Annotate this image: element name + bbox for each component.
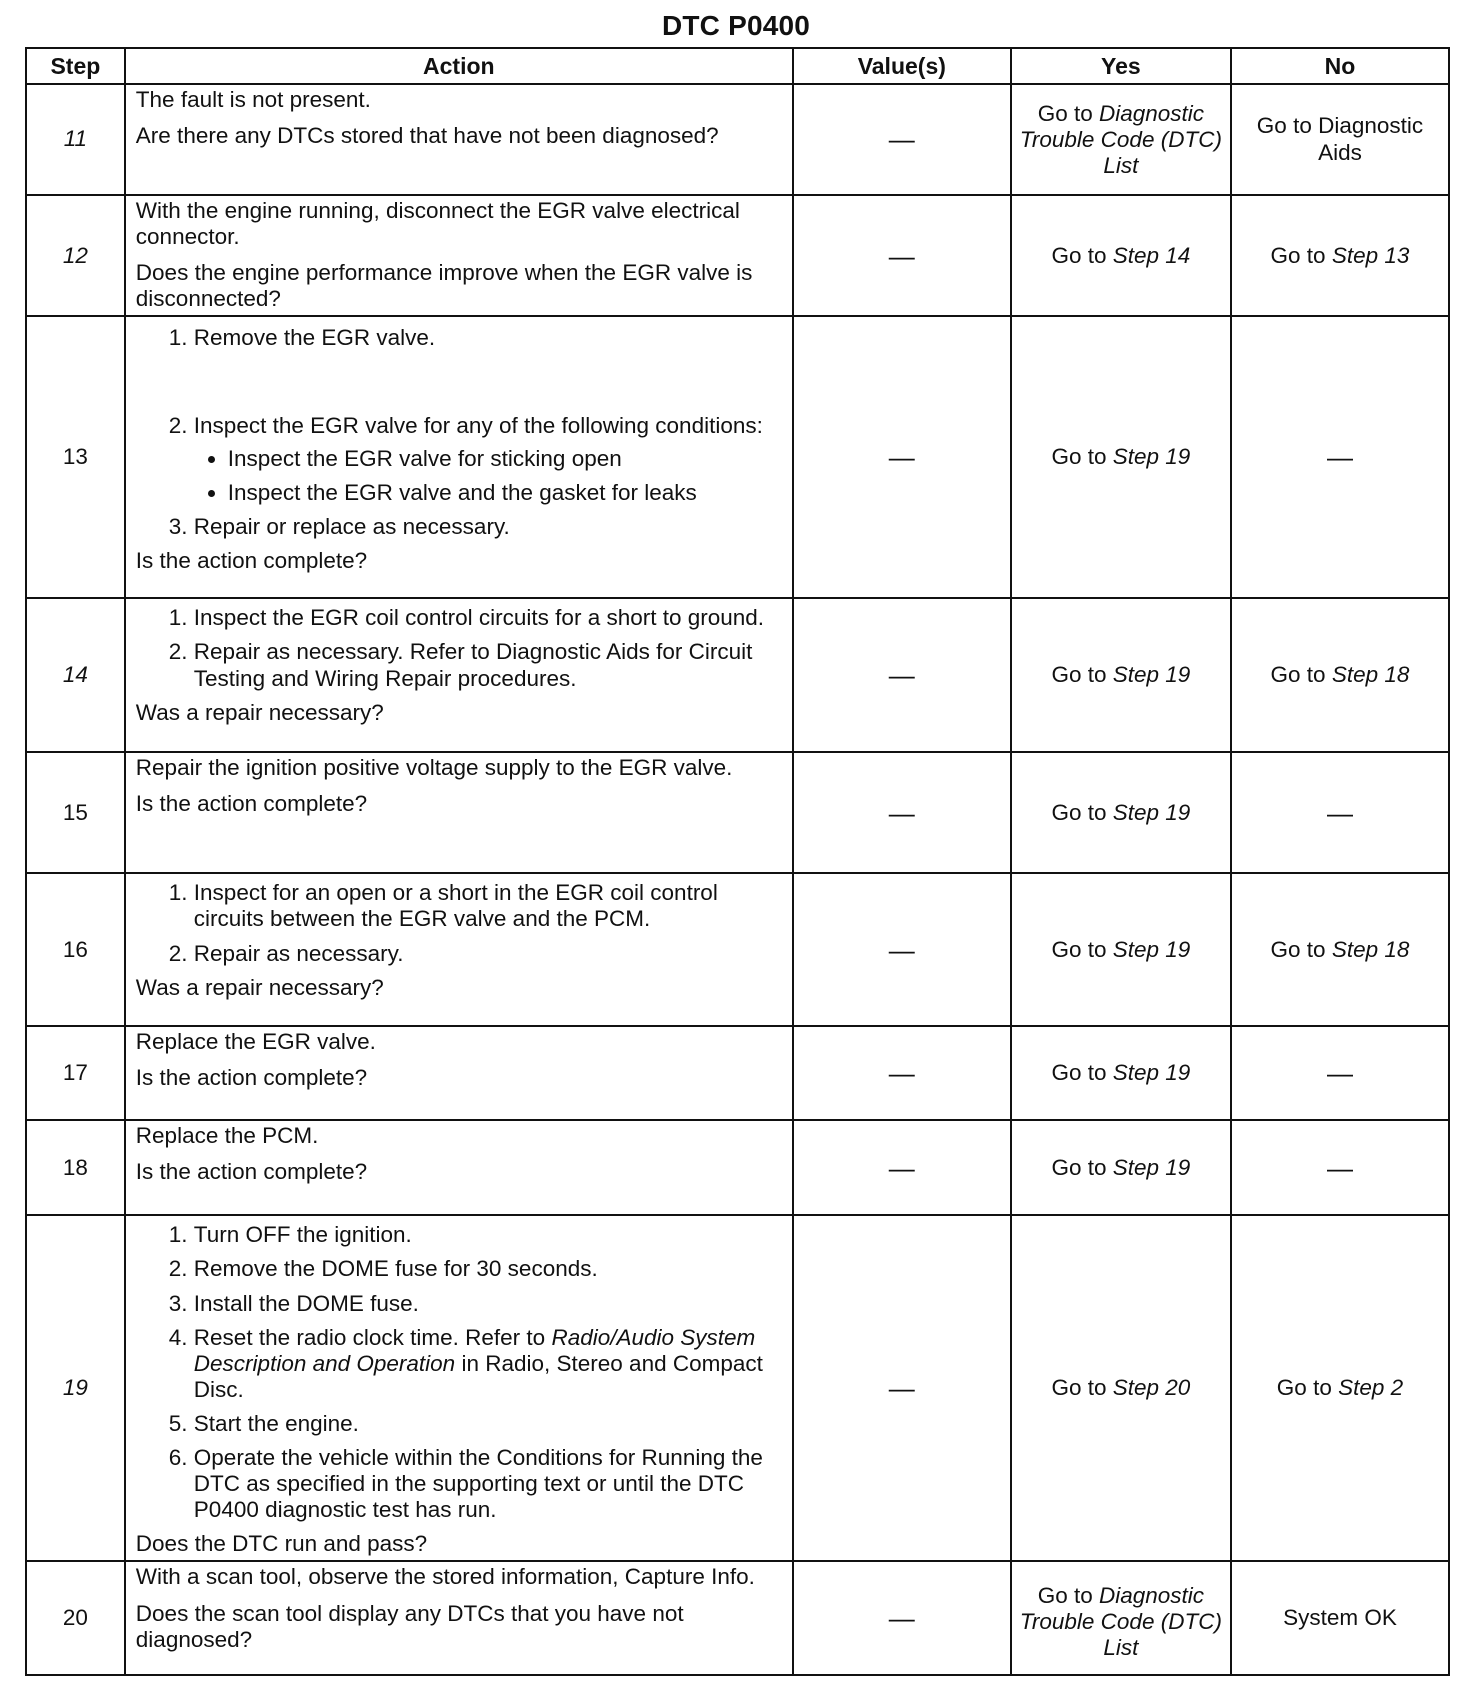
action-question: Was a repair necessary?	[135, 974, 384, 1000]
step-number: 16	[26, 873, 125, 1026]
no-dash: —	[1326, 1058, 1353, 1089]
action-cell	[125, 84, 793, 195]
step-number: 12	[26, 195, 125, 316]
table-row	[26, 752, 1449, 873]
yes-target: Step 19	[1112, 1154, 1191, 1180]
no-cell	[1231, 84, 1449, 195]
no-target: Step 2	[1338, 1375, 1404, 1401]
list-item-text: Inspect the EGR valve for any of the following conditions:	[193, 413, 763, 439]
no-cell	[1231, 752, 1449, 873]
value-cell: —	[793, 195, 1011, 316]
action-cell	[125, 195, 793, 316]
yes-go-to: Go to	[1051, 936, 1113, 962]
yes-go-to: Go to	[1051, 799, 1113, 825]
no-target: Step 18	[1331, 662, 1410, 688]
value-cell: —	[793, 873, 1011, 1026]
step-number: 14	[26, 598, 125, 752]
no-cell	[1231, 195, 1449, 316]
header-yes: Yes	[1011, 48, 1231, 84]
yes-go-to: Go to	[1051, 662, 1113, 688]
list-item: 6. Operate the vehicle within the Conditions for Running the DTC as specified in the supporting text or until the DTC P0400 diagnostic test has run.	[194, 1445, 784, 1523]
yes-target: Step 14	[1112, 242, 1191, 268]
bullet-item: • Inspect the EGR valve and the gasket for leaks	[228, 480, 784, 506]
step-number: 13	[26, 316, 125, 598]
no-go-to: Go to	[1270, 242, 1332, 268]
list-item-text: in Radio, Stereo and Compact Disc.	[193, 1350, 763, 1402]
page-title: DTC P0400	[661, 10, 811, 41]
yes-go-to: Go to	[1051, 1375, 1113, 1401]
header-action: Action	[125, 48, 793, 84]
action-text: Replace the PCM.	[135, 1123, 319, 1149]
no-cell	[1231, 316, 1449, 598]
yes-target: Diagnostic Trouble Code (DTC) List	[1019, 100, 1222, 179]
yes-cell	[1011, 1120, 1231, 1215]
yes-target: Step 19	[1112, 444, 1191, 470]
no-cell	[1231, 1561, 1449, 1675]
action-text: With a scan tool, observe the stored information, Capture Info.	[135, 1564, 755, 1590]
list-item-text: Reset the radio clock time. Refer to	[193, 1324, 552, 1350]
step-number: 19	[26, 1215, 125, 1561]
step-number: 15	[26, 752, 125, 873]
value-cell: —	[793, 1026, 1011, 1120]
yes-go-to: Go to	[1051, 1154, 1113, 1180]
list-item: 1. Inspect for an open or a short in the EGR coil control circuits between the EGR valve and the PCM.	[194, 880, 784, 932]
value-cell: —	[793, 1215, 1011, 1561]
no-target: System OK	[1283, 1605, 1397, 1631]
no-dash: —	[1326, 797, 1353, 828]
value-cell: —	[793, 752, 1011, 873]
value-cell: —	[793, 598, 1011, 752]
action-question: Is the action complete?	[135, 1065, 368, 1091]
action-text: The fault is not present.	[135, 87, 371, 112]
yes-go-to: Go to	[1051, 444, 1113, 470]
table-row	[26, 873, 1449, 1026]
action-cell	[125, 598, 793, 752]
step-number: 17	[26, 1026, 125, 1120]
list-item-text: Remove the EGR valve.	[193, 325, 436, 351]
action-question: Does the DTC run and pass?	[135, 1531, 428, 1557]
yes-cell	[1011, 1026, 1231, 1120]
list-item: 3. Repair or replace as necessary.	[194, 514, 784, 540]
table-row	[26, 1561, 1449, 1675]
yes-cell	[1011, 316, 1231, 598]
list-item: 2. Repair as necessary. Refer to Diagnostic Aids for Circuit Testing and Wiring Repair procedures.	[194, 639, 784, 691]
yes-target: Step 19	[1112, 662, 1191, 688]
action-question: Is the action complete?	[135, 547, 368, 573]
list-item	[194, 325, 784, 405]
yes-go-to: Go to	[1051, 1060, 1113, 1086]
action-cell	[125, 873, 793, 1026]
no-cell	[1231, 1215, 1449, 1561]
no-target: Go to Diagnostic Aids	[1256, 113, 1424, 165]
list-item: 5. Start the engine.	[194, 1411, 784, 1437]
no-cell	[1231, 598, 1449, 752]
step-number: 18	[26, 1120, 125, 1215]
no-go-to: Go to	[1270, 662, 1332, 688]
table-row	[26, 1215, 1449, 1561]
action-cell	[125, 1026, 793, 1120]
diagnostic-table	[25, 47, 1450, 1676]
no-go-to: Go to	[1276, 1375, 1339, 1401]
list-item: 1. Inspect the EGR coil control circuits for a short to ground.	[194, 605, 784, 631]
step-number: 20	[26, 1561, 125, 1675]
action-cell	[125, 752, 793, 873]
table-row	[26, 316, 1449, 598]
yes-cell	[1011, 1215, 1231, 1561]
yes-target: Step 20	[1112, 1375, 1191, 1401]
yes-cell	[1011, 873, 1231, 1026]
yes-target: Step 19	[1112, 936, 1191, 962]
yes-cell	[1011, 752, 1231, 873]
yes-target: Diagnostic Trouble Code (DTC) List	[1019, 1582, 1222, 1660]
list-item	[194, 413, 784, 505]
yes-cell	[1011, 195, 1231, 316]
yes-go-to: Go to	[1037, 100, 1099, 126]
yes-cell	[1011, 1561, 1231, 1675]
list-item: 2. Repair as necessary.	[194, 941, 784, 967]
no-cell	[1231, 873, 1449, 1026]
no-target: Step 13	[1331, 242, 1410, 268]
table-row	[26, 1026, 1449, 1120]
yes-cell	[1011, 84, 1231, 195]
table-row	[26, 1120, 1449, 1215]
step-number: 11	[26, 84, 125, 195]
table-header-row	[26, 48, 1449, 84]
value-cell: —	[793, 1120, 1011, 1215]
action-text: Repair the ignition positive voltage supply to the EGR valve.	[135, 755, 733, 781]
action-cell	[125, 316, 793, 598]
no-dash: —	[1326, 1152, 1353, 1183]
value-cell: —	[793, 1561, 1011, 1675]
table-row	[26, 598, 1449, 752]
list-item: 2. Remove the DOME fuse for 30 seconds.	[194, 1256, 784, 1282]
value-cell: —	[793, 84, 1011, 195]
list-item: 1. Turn OFF the ignition.	[194, 1222, 784, 1248]
header-no: No	[1231, 48, 1449, 84]
action-question: Was a repair necessary?	[135, 699, 384, 725]
action-question: Does the engine performance improve when the EGR valve is disconnected?	[135, 260, 753, 312]
action-question: Does the scan tool display any DTCs that you have not diagnosed?	[135, 1600, 684, 1652]
yes-go-to: Go to	[1037, 1582, 1099, 1608]
reference-link: Radio/Audio System Description and Operation	[193, 1324, 756, 1376]
value-cell: —	[793, 316, 1011, 598]
no-target: Step 18	[1331, 936, 1410, 962]
action-text: With the engine running, disconnect the EGR valve electrical connector.	[135, 198, 740, 250]
action-text: Replace the EGR valve.	[135, 1029, 376, 1055]
table-row	[26, 84, 1449, 195]
action-cell	[125, 1120, 793, 1215]
no-cell	[1231, 1120, 1449, 1215]
bullet-item: • Inspect the EGR valve for sticking open	[228, 446, 784, 472]
header-step: Step	[26, 48, 125, 84]
yes-go-to: Go to	[1051, 242, 1113, 268]
action-question: Is the action complete?	[135, 791, 368, 817]
yes-target: Step 19	[1112, 799, 1191, 825]
no-cell	[1231, 1026, 1449, 1120]
no-dash: —	[1326, 442, 1353, 473]
action-question: Is the action complete?	[135, 1159, 368, 1185]
action-cell	[125, 1215, 793, 1561]
action-cell	[125, 1561, 793, 1675]
header-values: Value(s)	[793, 48, 1011, 84]
yes-cell	[1011, 598, 1231, 752]
action-question: Are there any DTCs stored that have not been diagnosed?	[135, 123, 719, 149]
list-item	[194, 1325, 784, 1403]
yes-target: Step 19	[1112, 1060, 1191, 1086]
no-go-to: Go to	[1270, 936, 1332, 962]
table-row	[26, 195, 1449, 316]
list-item: 3. Install the DOME fuse.	[194, 1291, 784, 1317]
